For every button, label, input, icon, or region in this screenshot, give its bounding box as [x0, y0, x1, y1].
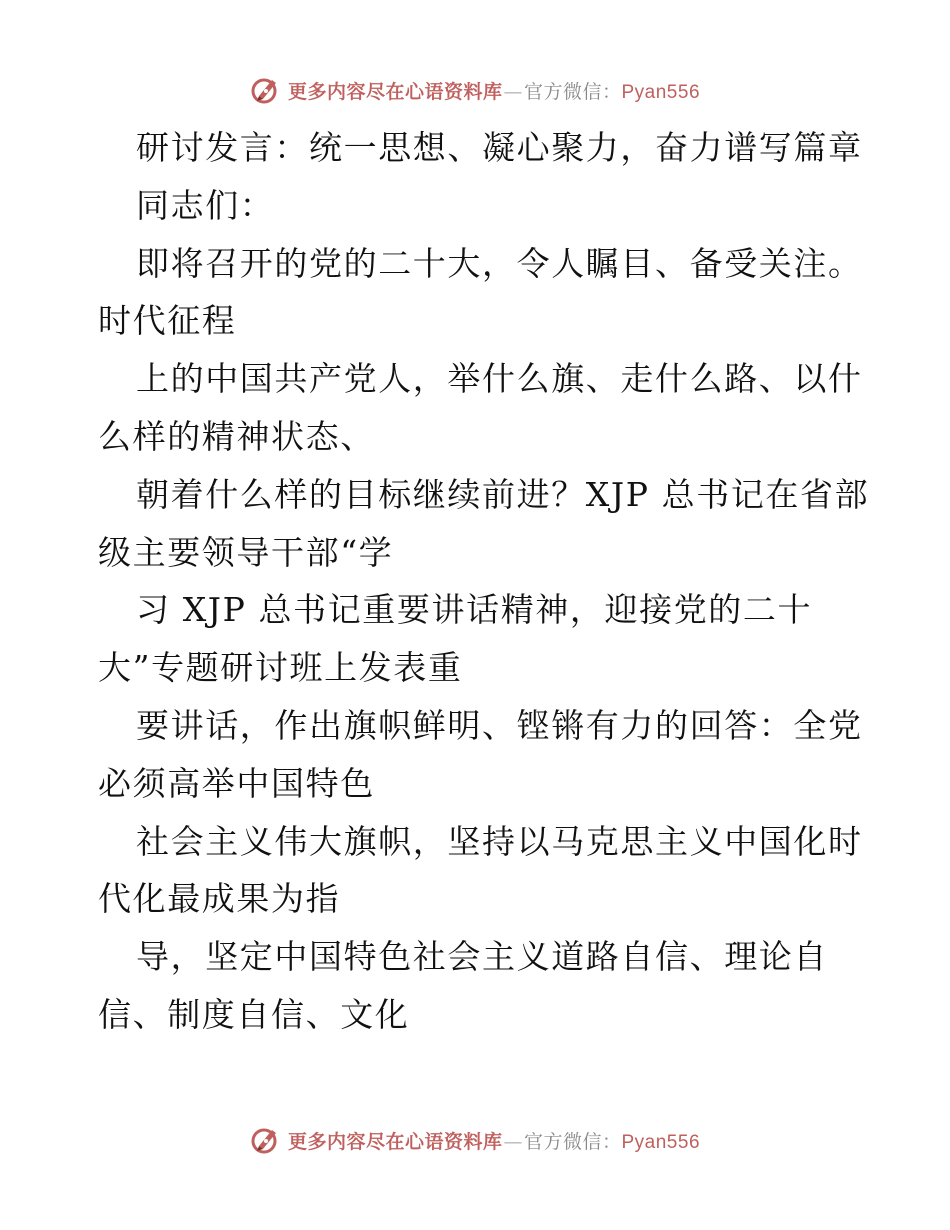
text-line: 社会主义伟大旗帜，坚持以马克思主义中国化时 — [136, 821, 863, 861]
footer-banner-prefix: 更多内容尽在心语资料库 — [287, 1130, 503, 1153]
text-line: 研讨发言：统一思想、凝心聚力，奋力谱写篇章 — [136, 128, 863, 167]
header-banner-text — [288, 77, 700, 104]
footer-banner-text — [288, 1127, 700, 1154]
text-line: 要讲话，作出旗帜鲜明、铿锵有力的回答：全党 — [136, 705, 863, 745]
red-pen-logo-icon — [250, 74, 282, 106]
text-line: 信、制度自信、文化 — [98, 994, 410, 1034]
header-wechat-id: Pyan556 — [621, 81, 701, 103]
text-line: 必须高举中国特色 — [98, 763, 375, 803]
footer-banner — [0, 1120, 950, 1160]
header-banner-prefix: 更多内容尽在心语资料库 — [287, 80, 503, 103]
footer-banner-separator: — — [503, 1130, 523, 1153]
text-line: 朝着什么样的目标继续前进？XJP 总书记在省部 — [136, 474, 870, 514]
text-line: 同志们： — [136, 185, 275, 225]
text-line: 导，坚定中国特色社会主义道路自信、理论自 — [136, 937, 828, 977]
header-banner-separator: — — [503, 80, 523, 103]
text-line: 级主要领导干部“学 — [98, 532, 394, 572]
document-lines — [98, 119, 870, 1044]
header-banner — [0, 70, 950, 110]
header-banner-label: 官方微信： — [523, 80, 622, 103]
red-pen-logo-icon — [250, 1124, 282, 1156]
text-line: 习 XJP 总书记重要讲话精神，迎接党的二十 — [136, 590, 813, 630]
text-line: 即将召开的党的二十大，令人瞩目、备受关注。 — [136, 243, 863, 283]
text-line: 大”专题研讨班上发表重 — [98, 648, 463, 688]
text-line: 时代征程 — [98, 301, 237, 341]
document-body — [98, 119, 870, 1044]
footer-banner-label: 官方微信： — [523, 1130, 622, 1153]
text-line: 上的中国共产党人，举什么旗、走什么路、以什 — [136, 359, 863, 399]
text-line: 么样的精神状态、 — [98, 416, 375, 456]
text-line: 代化最成果为指 — [98, 879, 341, 919]
footer-wechat-id: Pyan556 — [621, 1131, 701, 1153]
